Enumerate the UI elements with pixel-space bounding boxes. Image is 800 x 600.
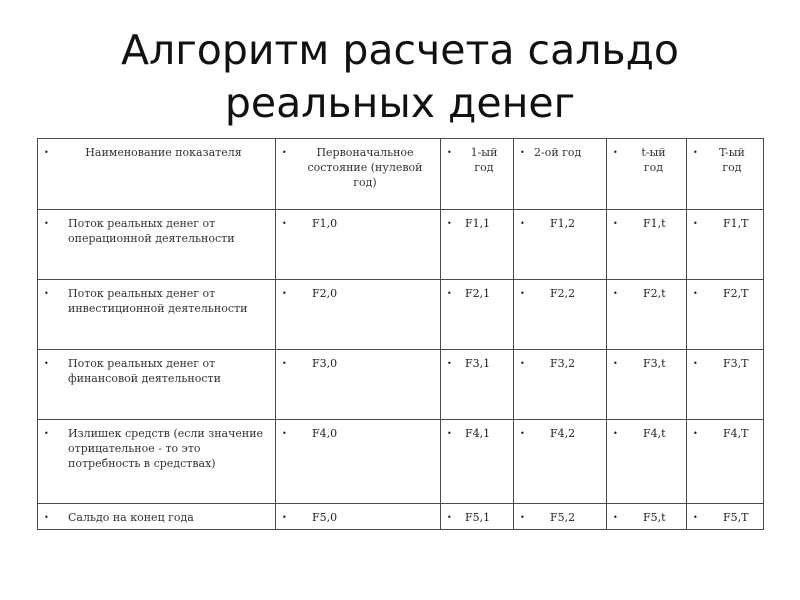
row-label-cell [38, 504, 276, 530]
table-cell [276, 420, 441, 504]
bullet-icon: • [613, 429, 618, 438]
table-cell [514, 420, 607, 504]
table-header-row [38, 139, 764, 210]
cell-value: F3,0 [312, 357, 338, 370]
slide-title [0, 24, 800, 130]
cash-flow-table [37, 138, 764, 530]
bullet-icon: • [44, 148, 49, 157]
table-cell [514, 350, 607, 420]
table-cell [276, 350, 441, 420]
table-cell [276, 280, 441, 350]
column-header [514, 139, 607, 210]
table-cell [687, 504, 764, 530]
table-cell [687, 280, 764, 350]
table-row [38, 280, 764, 350]
cell-value: F2,t [643, 287, 666, 300]
bullet-icon: • [282, 148, 287, 157]
table-cell [607, 350, 687, 420]
cell-value: F1,0 [312, 217, 338, 230]
cell-value: F4,T [723, 427, 749, 440]
bullet-icon: • [613, 289, 618, 298]
bullet-icon: • [693, 359, 698, 368]
cell-value: F2,0 [312, 287, 338, 300]
bullet-icon: • [282, 513, 287, 522]
bullet-icon: • [44, 359, 49, 368]
cell-value: F4,1 [465, 427, 491, 440]
cell-value: F5,t [643, 511, 666, 524]
table-cell [687, 210, 764, 280]
cell-value: F3,1 [465, 357, 491, 370]
cell-value: F1,1 [465, 217, 491, 230]
table-cell [607, 210, 687, 280]
column-header-label: Наименование показателя [85, 146, 242, 159]
table-cell [441, 504, 514, 530]
cell-value: F4,t [643, 427, 666, 440]
row-label-cell [38, 420, 276, 504]
bullet-icon: • [447, 289, 452, 298]
table-cell [687, 420, 764, 504]
column-header [441, 139, 514, 210]
column-header-label: t-ый год [641, 146, 666, 174]
slide-title-line-1: Алгоритм расчета сальдо [120, 26, 680, 74]
bullet-icon: • [282, 289, 287, 298]
bullet-icon: • [613, 148, 618, 157]
table-cell [276, 210, 441, 280]
row-label: Поток реальных денег от операционной деятельности [68, 217, 235, 245]
table-cell [276, 504, 441, 530]
bullet-icon: • [520, 429, 525, 438]
cell-value: F5,T [723, 511, 749, 524]
bullet-icon: • [520, 359, 525, 368]
bullet-icon: • [693, 148, 698, 157]
table-cell [607, 280, 687, 350]
bullet-icon: • [693, 513, 698, 522]
column-header [38, 139, 276, 210]
column-header [687, 139, 764, 210]
bullet-icon: • [520, 513, 525, 522]
bullet-icon: • [447, 513, 452, 522]
table-cell [441, 420, 514, 504]
table-cell [441, 350, 514, 420]
column-header-label: T-ый год [719, 146, 745, 174]
bullet-icon: • [693, 289, 698, 298]
table-row [38, 504, 764, 530]
column-header-label: 1-ый год [470, 146, 498, 174]
cell-value: F2,1 [465, 287, 491, 300]
slide-title-line-2: реальных денег [224, 79, 576, 127]
row-label: Излишек средств (если значение отрицательное - то это потребность в средствах) [68, 427, 264, 470]
column-header-label: 2-ой год [534, 146, 582, 159]
bullet-icon: • [282, 359, 287, 368]
cell-value: F1,T [723, 217, 749, 230]
bullet-icon: • [44, 513, 49, 522]
table-cell [607, 504, 687, 530]
bullet-icon: • [693, 429, 698, 438]
cell-value: F4,2 [550, 427, 576, 440]
cell-value: F5,0 [312, 511, 338, 524]
bullet-icon: • [447, 359, 452, 368]
table-cell [514, 504, 607, 530]
bullet-icon: • [282, 219, 287, 228]
bullet-icon: • [613, 219, 618, 228]
table-cell [441, 280, 514, 350]
bullet-icon: • [447, 148, 452, 157]
row-label: Сальдо на конец года [68, 511, 194, 524]
bullet-icon: • [520, 289, 525, 298]
table-row [38, 420, 764, 504]
bullet-icon: • [693, 219, 698, 228]
bullet-icon: • [520, 219, 525, 228]
table-cell [441, 210, 514, 280]
bullet-icon: • [447, 219, 452, 228]
table-row [38, 350, 764, 420]
column-header [607, 139, 687, 210]
cell-value: F2,T [723, 287, 749, 300]
cell-value: F3,2 [550, 357, 576, 370]
cell-value: F3,T [723, 357, 749, 370]
cell-value: F2,2 [550, 287, 576, 300]
row-label: Поток реальных денег от инвестиционной деятельности [68, 287, 248, 315]
bullet-icon: • [613, 359, 618, 368]
bullet-icon: • [44, 429, 49, 438]
cell-value: F1,t [643, 217, 666, 230]
row-label-cell [38, 350, 276, 420]
row-label-cell [38, 280, 276, 350]
cell-value: F3,t [643, 357, 666, 370]
table-cell [514, 210, 607, 280]
cell-value: F4,0 [312, 427, 338, 440]
table-cell [514, 280, 607, 350]
row-label: Поток реальных денег от финансовой деятельности [68, 357, 221, 385]
cell-value: F5,1 [465, 511, 491, 524]
table-row [38, 210, 764, 280]
cell-value: F1,2 [550, 217, 576, 230]
bullet-icon: • [447, 429, 452, 438]
bullet-icon: • [520, 148, 525, 157]
bullet-icon: • [613, 513, 618, 522]
bullet-icon: • [44, 289, 49, 298]
cell-value: F5,2 [550, 511, 576, 524]
row-label-cell [38, 210, 276, 280]
table-cell [687, 350, 764, 420]
bullet-icon: • [282, 429, 287, 438]
column-header-label: Первоначальное состояние (нулевой год) [307, 146, 423, 189]
bullet-icon: • [44, 219, 49, 228]
column-header [276, 139, 441, 210]
table-cell [607, 420, 687, 504]
